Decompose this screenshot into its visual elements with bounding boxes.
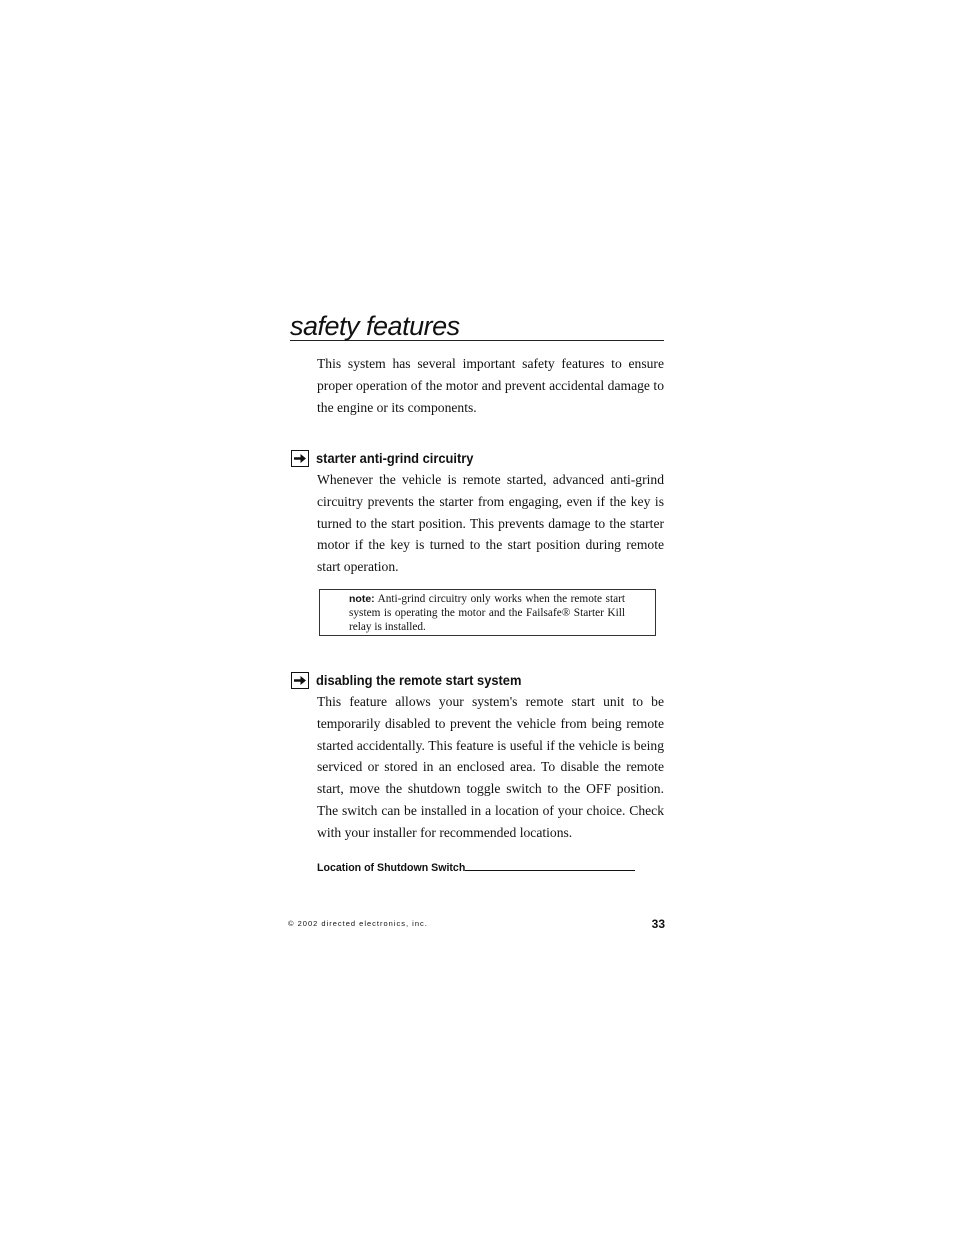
anti-grind-paragraph: Whenever the vehicle is remote started, advanced anti-grind circuitry prevents the starter from engaging, even if the key is turned to the start position. This prevents damage to the starter motor if the key is turned to the start position during remote start operation. — [317, 472, 664, 575]
intro-paragraph: This system has several important safety features to ensure proper operation of the motor and prevent accidental damage to the engine or its components. — [317, 356, 664, 415]
arrow-right-icon — [291, 450, 309, 467]
note-paragraph — [349, 592, 625, 634]
section-heading-label: disabling the remote start system — [316, 672, 522, 688]
page-title: safety features — [290, 308, 664, 341]
section-heading-anti-grind — [291, 448, 487, 468]
copyright: © 2002 directed electronics, inc. — [288, 919, 428, 928]
disabling-paragraph: This feature allows your system's remote start unit to be temporarily disabled to prevent the vehicle from being remote started accidentally. This feature is useful if the vehicle is being serviced or stored in an enclosed area. To disable the remote start, move the shutdown toggle switch to the OFF position. The switch can be installed in a location of your choice. Check with your installer for recommended locations. — [317, 694, 664, 840]
page-number: 33 — [651, 917, 665, 931]
section-heading-label: starter anti-grind circuitry — [316, 450, 474, 466]
section-heading-disabling — [291, 670, 539, 690]
location-field — [317, 860, 635, 874]
note-text: Anti-grind circuitry only works when the remote start system is operating the motor and the Failsafe® Starter Kill relay is installed. — [349, 593, 625, 633]
note-box — [319, 589, 656, 636]
location-blank-line — [465, 860, 635, 871]
location-field-label: Location of Shutdown Switch — [317, 862, 466, 874]
arrow-right-icon — [291, 672, 309, 689]
note-label: note: — [349, 593, 375, 605]
